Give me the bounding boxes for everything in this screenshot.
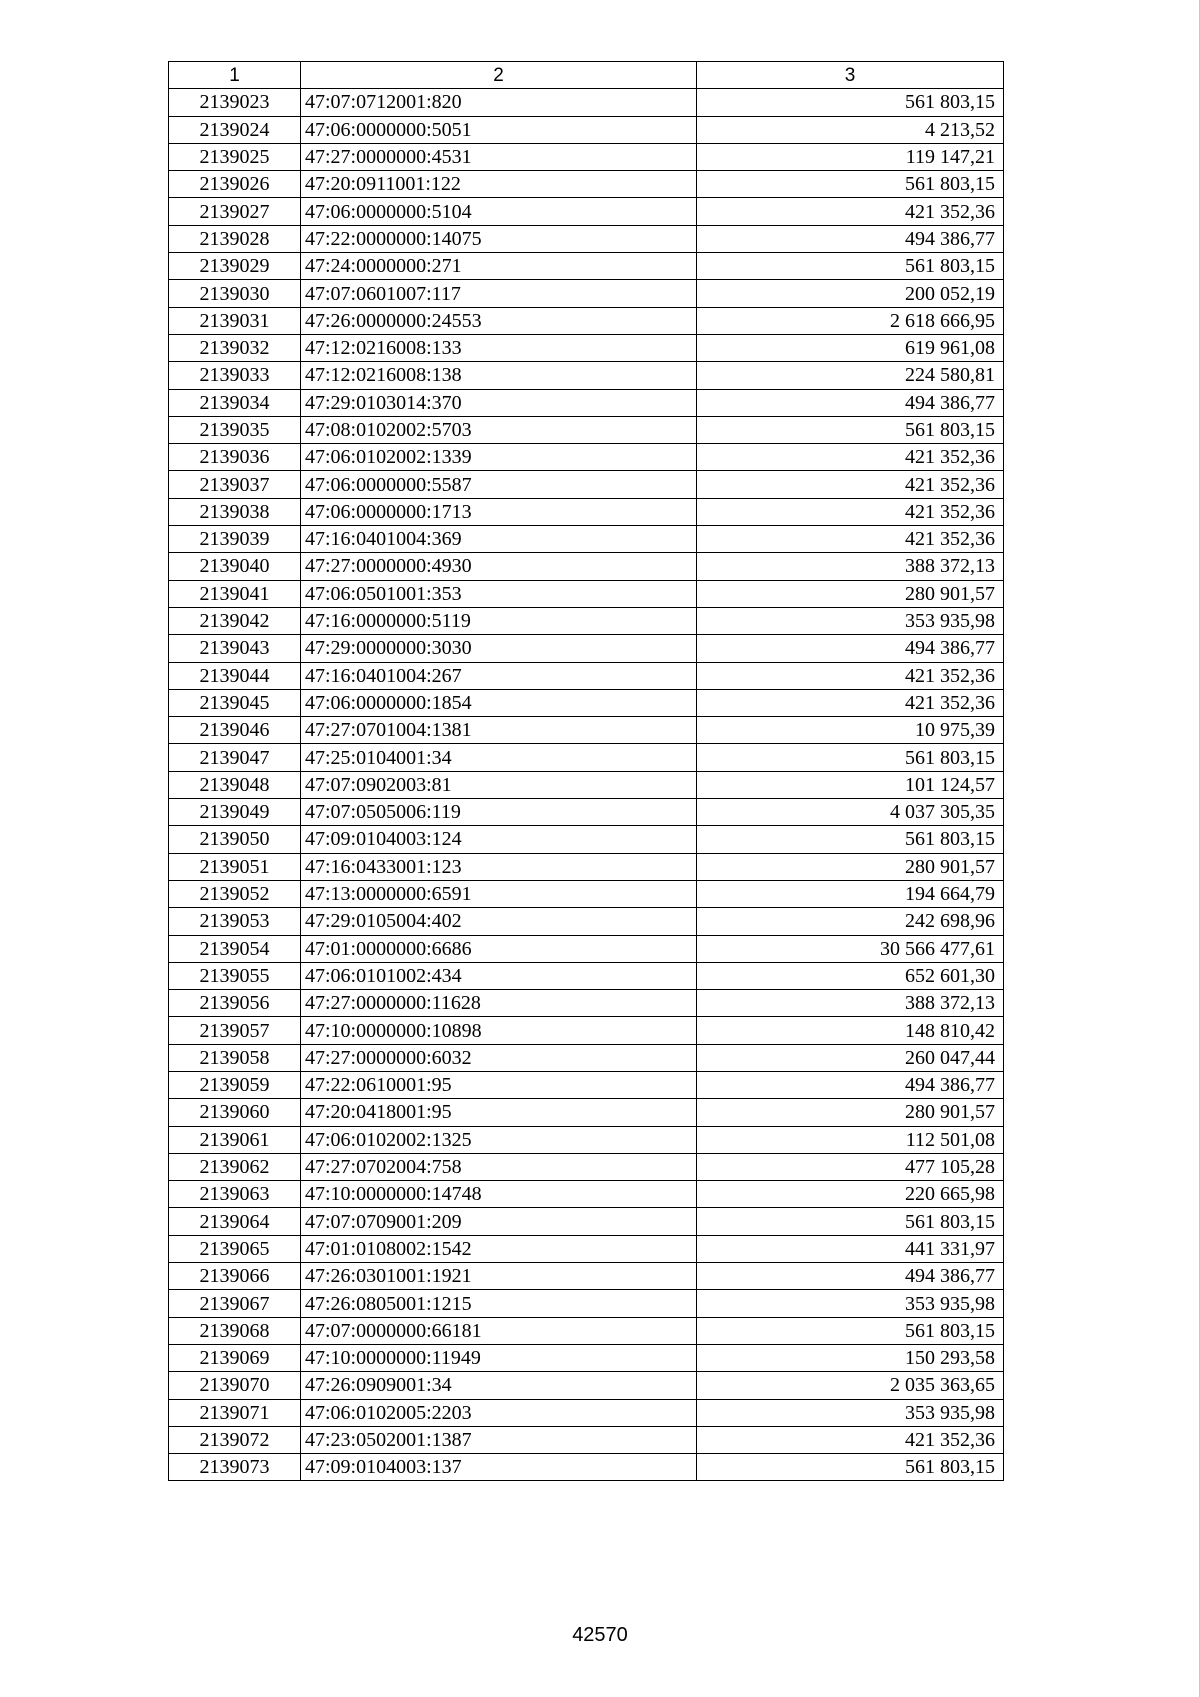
table-row [169, 1071, 1004, 1098]
cadastral-number-cell: 47:16:0000000:5119 [301, 607, 697, 634]
table-row [169, 1126, 1004, 1153]
cadastral-number-cell: 47:27:0701004:1381 [301, 717, 697, 744]
table-row [169, 1317, 1004, 1344]
table-row [169, 389, 1004, 416]
value-cell: 388 372,13 [697, 990, 1004, 1017]
table-row [169, 1454, 1004, 1481]
value-cell: 353 935,98 [697, 1290, 1004, 1317]
value-cell: 421 352,36 [697, 498, 1004, 525]
cadastral-number-cell: 47:13:0000000:6591 [301, 880, 697, 907]
row-number-cell: 2139058 [169, 1044, 301, 1071]
value-cell: 494 386,77 [697, 389, 1004, 416]
cadastral-number-cell: 47:06:0501001:353 [301, 580, 697, 607]
table-row [169, 880, 1004, 907]
table-row [169, 1181, 1004, 1208]
value-cell: 561 803,15 [697, 171, 1004, 198]
table-row [169, 662, 1004, 689]
table-row [169, 553, 1004, 580]
value-cell: 119 147,21 [697, 143, 1004, 170]
table-row [169, 935, 1004, 962]
cadastral-value-table [168, 61, 1004, 1481]
value-cell: 260 047,44 [697, 1044, 1004, 1071]
row-number-cell: 2139033 [169, 362, 301, 389]
row-number-cell: 2139050 [169, 826, 301, 853]
cadastral-number-cell: 47:06:0101002:434 [301, 962, 697, 989]
table-row [169, 1344, 1004, 1371]
cadastral-number-cell: 47:07:0902003:81 [301, 771, 697, 798]
value-cell: 421 352,36 [697, 471, 1004, 498]
value-cell: 4 213,52 [697, 116, 1004, 143]
row-number-cell: 2139023 [169, 89, 301, 116]
row-number-cell: 2139029 [169, 253, 301, 280]
row-number-cell: 2139038 [169, 498, 301, 525]
cadastral-number-cell: 47:26:0805001:1215 [301, 1290, 697, 1317]
cadastral-number-cell: 47:26:0301001:1921 [301, 1263, 697, 1290]
row-number-cell: 2139024 [169, 116, 301, 143]
row-number-cell: 2139054 [169, 935, 301, 962]
table-row [169, 1044, 1004, 1071]
table-row [169, 171, 1004, 198]
value-cell: 280 901,57 [697, 1099, 1004, 1126]
table-row [169, 307, 1004, 334]
row-number-cell: 2139025 [169, 143, 301, 170]
row-number-cell: 2139034 [169, 389, 301, 416]
cadastral-number-cell: 47:27:0000000:4531 [301, 143, 697, 170]
value-cell: 494 386,77 [697, 1071, 1004, 1098]
row-number-cell: 2139031 [169, 307, 301, 334]
row-number-cell: 2139035 [169, 416, 301, 443]
row-number-cell: 2139055 [169, 962, 301, 989]
cadastral-number-cell: 47:29:0000000:3030 [301, 635, 697, 662]
cadastral-number-cell: 47:07:0601007:117 [301, 280, 697, 307]
value-cell: 421 352,36 [697, 444, 1004, 471]
cadastral-number-cell: 47:16:0401004:369 [301, 526, 697, 553]
table-row [169, 799, 1004, 826]
row-number-cell: 2139059 [169, 1071, 301, 1098]
table-row [169, 444, 1004, 471]
row-number-cell: 2139069 [169, 1344, 301, 1371]
value-cell: 561 803,15 [697, 1208, 1004, 1235]
table-row [169, 607, 1004, 634]
table-row [169, 908, 1004, 935]
table-row [169, 225, 1004, 252]
value-cell: 561 803,15 [697, 744, 1004, 771]
value-cell: 441 331,97 [697, 1235, 1004, 1262]
row-number-cell: 2139056 [169, 990, 301, 1017]
row-number-cell: 2139028 [169, 225, 301, 252]
value-cell: 220 665,98 [697, 1181, 1004, 1208]
table-row [169, 990, 1004, 1017]
value-cell: 2 618 666,95 [697, 307, 1004, 334]
value-cell: 194 664,79 [697, 880, 1004, 907]
cadastral-number-cell: 47:06:0000000:5587 [301, 471, 697, 498]
row-number-cell: 2139063 [169, 1181, 301, 1208]
row-number-cell: 2139060 [169, 1099, 301, 1126]
value-cell: 652 601,30 [697, 962, 1004, 989]
header-row [169, 62, 1004, 89]
value-cell: 494 386,77 [697, 635, 1004, 662]
row-number-cell: 2139057 [169, 1017, 301, 1044]
table-row [169, 744, 1004, 771]
value-cell: 224 580,81 [697, 362, 1004, 389]
cadastral-number-cell: 47:10:0000000:14748 [301, 1181, 697, 1208]
row-number-cell: 2139051 [169, 853, 301, 880]
table-row [169, 1372, 1004, 1399]
table-row [169, 1399, 1004, 1426]
cadastral-number-cell: 47:27:0000000:11628 [301, 990, 697, 1017]
row-number-cell: 2139067 [169, 1290, 301, 1317]
table-row [169, 1235, 1004, 1262]
value-cell: 388 372,13 [697, 553, 1004, 580]
value-cell: 561 803,15 [697, 826, 1004, 853]
row-number-cell: 2139048 [169, 771, 301, 798]
row-number-cell: 2139065 [169, 1235, 301, 1262]
cadastral-number-cell: 47:12:0216008:133 [301, 334, 697, 361]
table-row [169, 471, 1004, 498]
value-cell: 561 803,15 [697, 1317, 1004, 1344]
column-header-3: 3 [697, 62, 1004, 89]
table-row [169, 580, 1004, 607]
cadastral-number-cell: 47:22:0000000:14075 [301, 225, 697, 252]
row-number-cell: 2139039 [169, 526, 301, 553]
row-number-cell: 2139030 [169, 280, 301, 307]
row-number-cell: 2139041 [169, 580, 301, 607]
row-number-cell: 2139036 [169, 444, 301, 471]
value-cell: 561 803,15 [697, 416, 1004, 443]
table-row [169, 416, 1004, 443]
table-row [169, 362, 1004, 389]
value-cell: 561 803,15 [697, 1454, 1004, 1481]
cadastral-number-cell: 47:26:0000000:24553 [301, 307, 697, 334]
row-number-cell: 2139045 [169, 689, 301, 716]
cadastral-number-cell: 47:27:0702004:758 [301, 1153, 697, 1180]
value-cell: 10 975,39 [697, 717, 1004, 744]
row-number-cell: 2139068 [169, 1317, 301, 1344]
value-cell: 421 352,36 [697, 689, 1004, 716]
cadastral-number-cell: 47:09:0104003:124 [301, 826, 697, 853]
value-cell: 561 803,15 [697, 253, 1004, 280]
table-row [169, 253, 1004, 280]
cadastral-number-cell: 47:07:0505006:119 [301, 799, 697, 826]
table-row [169, 1290, 1004, 1317]
row-number-cell: 2139032 [169, 334, 301, 361]
value-cell: 2 035 363,65 [697, 1372, 1004, 1399]
cadastral-number-cell: 47:26:0909001:34 [301, 1372, 697, 1399]
cadastral-number-cell: 47:09:0104003:137 [301, 1454, 697, 1481]
row-number-cell: 2139071 [169, 1399, 301, 1426]
row-number-cell: 2139044 [169, 662, 301, 689]
value-cell: 421 352,36 [697, 662, 1004, 689]
table-row [169, 689, 1004, 716]
table-row [169, 89, 1004, 116]
table-row [169, 1099, 1004, 1126]
column-header-2: 2 [301, 62, 697, 89]
table-row [169, 771, 1004, 798]
cadastral-number-cell: 47:06:0000000:1854 [301, 689, 697, 716]
row-number-cell: 2139049 [169, 799, 301, 826]
row-number-cell: 2139037 [169, 471, 301, 498]
cadastral-number-cell: 47:20:0911001:122 [301, 171, 697, 198]
table-row [169, 116, 1004, 143]
row-number-cell: 2139047 [169, 744, 301, 771]
row-number-cell: 2139062 [169, 1153, 301, 1180]
cadastral-number-cell: 47:10:0000000:10898 [301, 1017, 697, 1044]
table-row [169, 1153, 1004, 1180]
row-number-cell: 2139072 [169, 1426, 301, 1453]
cadastral-number-cell: 47:22:0610001:95 [301, 1071, 697, 1098]
value-cell: 477 105,28 [697, 1153, 1004, 1180]
cadastral-number-cell: 47:08:0102002:5703 [301, 416, 697, 443]
cadastral-number-cell: 47:06:0000000:5104 [301, 198, 697, 225]
value-cell: 280 901,57 [697, 853, 1004, 880]
cadastral-number-cell: 47:01:0000000:6686 [301, 935, 697, 962]
cadastral-number-cell: 47:16:0401004:267 [301, 662, 697, 689]
value-cell: 561 803,15 [697, 89, 1004, 116]
cadastral-number-cell: 47:25:0104001:34 [301, 744, 697, 771]
value-cell: 494 386,77 [697, 1263, 1004, 1290]
value-cell: 30 566 477,61 [697, 935, 1004, 962]
value-cell: 242 698,96 [697, 908, 1004, 935]
table-row [169, 1426, 1004, 1453]
value-cell: 494 386,77 [697, 225, 1004, 252]
table-row [169, 280, 1004, 307]
table-row [169, 962, 1004, 989]
row-number-cell: 2139040 [169, 553, 301, 580]
row-number-cell: 2139073 [169, 1454, 301, 1481]
value-cell: 280 901,57 [697, 580, 1004, 607]
value-cell: 421 352,36 [697, 198, 1004, 225]
cadastral-number-cell: 47:07:0709001:209 [301, 1208, 697, 1235]
table-row [169, 635, 1004, 662]
table-row [169, 143, 1004, 170]
table-body [169, 89, 1004, 1481]
table-row [169, 826, 1004, 853]
cadastral-number-cell: 47:07:0000000:66181 [301, 1317, 697, 1344]
cadastral-number-cell: 47:06:0102002:1325 [301, 1126, 697, 1153]
row-number-cell: 2139053 [169, 908, 301, 935]
value-cell: 148 810,42 [697, 1017, 1004, 1044]
row-number-cell: 2139061 [169, 1126, 301, 1153]
table-row [169, 1017, 1004, 1044]
cadastral-number-cell: 47:29:0105004:402 [301, 908, 697, 935]
value-cell: 421 352,36 [697, 1426, 1004, 1453]
cadastral-number-cell: 47:27:0000000:4930 [301, 553, 697, 580]
row-number-cell: 2139043 [169, 635, 301, 662]
cadastral-number-cell: 47:16:0433001:123 [301, 853, 697, 880]
cadastral-number-cell: 47:07:0712001:820 [301, 89, 697, 116]
table-row [169, 334, 1004, 361]
column-header-1: 1 [169, 62, 301, 89]
cadastral-number-cell: 47:20:0418001:95 [301, 1099, 697, 1126]
cadastral-number-cell: 47:29:0103014:370 [301, 389, 697, 416]
value-cell: 619 961,08 [697, 334, 1004, 361]
table-row [169, 498, 1004, 525]
cadastral-number-cell: 47:01:0108002:1542 [301, 1235, 697, 1262]
row-number-cell: 2139064 [169, 1208, 301, 1235]
row-number-cell: 2139066 [169, 1263, 301, 1290]
cadastral-number-cell: 47:23:0502001:1387 [301, 1426, 697, 1453]
value-cell: 150 293,58 [697, 1344, 1004, 1371]
table-header [169, 62, 1004, 89]
value-cell: 101 124,57 [697, 771, 1004, 798]
row-number-cell: 2139042 [169, 607, 301, 634]
row-number-cell: 2139052 [169, 880, 301, 907]
row-number-cell: 2139046 [169, 717, 301, 744]
cadastral-number-cell: 47:12:0216008:138 [301, 362, 697, 389]
table-row [169, 853, 1004, 880]
row-number-cell: 2139070 [169, 1372, 301, 1399]
value-cell: 353 935,98 [697, 607, 1004, 634]
row-number-cell: 2139026 [169, 171, 301, 198]
cadastral-number-cell: 47:06:0000000:1713 [301, 498, 697, 525]
cadastral-number-cell: 47:06:0000000:5051 [301, 116, 697, 143]
cadastral-number-cell: 47:06:0102002:1339 [301, 444, 697, 471]
table-row [169, 717, 1004, 744]
cadastral-number-cell: 47:06:0102005:2203 [301, 1399, 697, 1426]
table-row [169, 1208, 1004, 1235]
table-row [169, 198, 1004, 225]
cadastral-number-cell: 47:27:0000000:6032 [301, 1044, 697, 1071]
table-row [169, 1263, 1004, 1290]
value-cell: 112 501,08 [697, 1126, 1004, 1153]
cadastral-number-cell: 47:24:0000000:271 [301, 253, 697, 280]
value-cell: 421 352,36 [697, 526, 1004, 553]
value-cell: 353 935,98 [697, 1399, 1004, 1426]
cadastral-number-cell: 47:10:0000000:11949 [301, 1344, 697, 1371]
page-number: 42570 [572, 1624, 628, 1646]
value-cell: 4 037 305,35 [697, 799, 1004, 826]
row-number-cell: 2139027 [169, 198, 301, 225]
value-cell: 200 052,19 [697, 280, 1004, 307]
table-row [169, 526, 1004, 553]
